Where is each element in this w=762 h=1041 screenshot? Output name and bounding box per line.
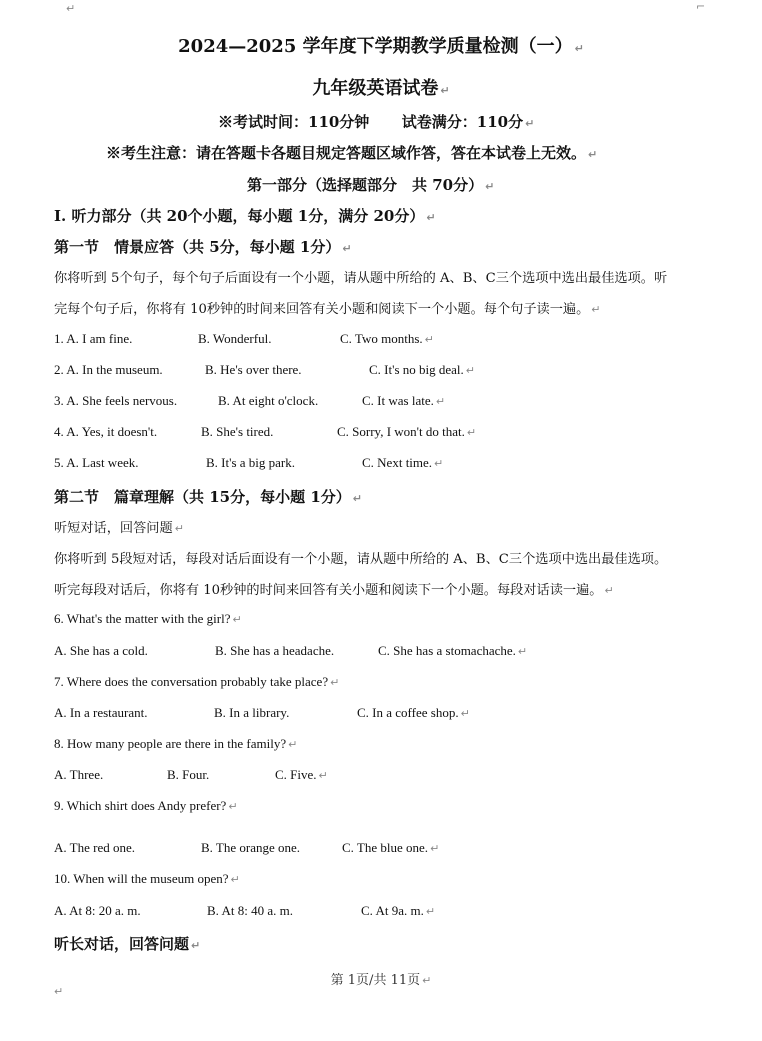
part1-heading: 第一部分（选择题部分 共 70分） ↵ — [247, 176, 495, 194]
q6-option-a: A. She has a cold. — [54, 643, 148, 658]
q3-option-b: B. At eight o'clock. — [218, 393, 319, 408]
q4-option-a: 4. A. Yes, it doesn't. — [54, 424, 158, 439]
q10-stem: 10. When will the museum open? ↵ — [54, 871, 240, 886]
q10-option-a: A. At 8: 20 a. m. — [54, 903, 141, 918]
listening-heading: Ⅰ. 听力部分（共 20个小题，每小题 1分，满分 20分） ↵ — [54, 207, 436, 225]
q5-option-b: B. It's a big park. — [206, 455, 295, 470]
q5-option-a: 5. A. Last week. — [54, 455, 139, 470]
q2-option-a: 2. A. In the museum. — [54, 362, 163, 377]
exam-subtitle: 九年级英语试卷 ↵ — [312, 78, 450, 99]
long-dialogue-heading: 听长对话，回答问题 ↵ — [54, 935, 201, 953]
q10-option-c: C. At 9a. m. ↵ — [361, 903, 436, 918]
section1-instruction-line1: 你将听到 5个句子，每个句子后面设有一个小题，请从题中所给的 A、B、C三个选项中选出最佳选项。听 — [54, 271, 668, 286]
q10-option-b: B. At 8: 40 a. m. — [207, 903, 293, 918]
q7-option-a: A. In a restaurant. — [54, 705, 148, 720]
page-footer: 第 1页/共 11页 ↵ — [330, 973, 432, 988]
q9-stem: 9. Which shirt does Andy prefer? ↵ — [54, 798, 238, 813]
section2-heading: 第二节 篇章理解（共 15分，每小题 1分） ↵ — [54, 488, 362, 506]
q9-option-a: A. The red one. — [54, 840, 135, 855]
corner-mark-top-left: ↵ — [66, 2, 76, 15]
section2-instruction-line2: 听完每段对话后，你将有 10秒钟的时间来回答有关小题和阅读下一个小题。每段对话读一遍。 ↵ — [54, 583, 614, 598]
q4-option-c: C. Sorry, I won't do that. ↵ — [337, 424, 477, 439]
q6-stem: 6. What's the matter with the girl? ↵ — [54, 611, 242, 626]
q4-option-b: B. She's tired. — [201, 424, 274, 439]
q8-stem: 8. How many people are there in the family? ↵ — [54, 736, 298, 751]
section2-subheading: 听短对话，回答问题 ↵ — [54, 521, 184, 536]
section2-instruction-line1: 你将听到 5段短对话，每段对话后面设有一个小题，请从题中所给的 A、B、C三个选项中选出最佳选项。 — [54, 552, 668, 567]
corner-mark-bottom-left: ↵ — [54, 985, 64, 998]
q1-option-a: 1. A. I am fine. — [54, 331, 133, 346]
exam-notice: ※考生注意：请在答题卡各题目规定答题区域作答，答在本试卷上无效。 ↵ — [106, 144, 598, 162]
q5-option-c: C. Next time. ↵ — [362, 455, 444, 470]
exam-info: ※考试时间：110分钟 试卷满分：110分 ↵ — [218, 113, 535, 131]
q7-option-b: B. In a library. — [214, 705, 290, 720]
exam-time: ※考试时间：110分钟 — [218, 113, 370, 131]
q3-option-c: C. It was late. ↵ — [362, 393, 446, 408]
q9-option-b: B. The orange one. — [201, 840, 301, 855]
exam-title: 2024—2025 学年度下学期教学质量检测（一） ↵ — [178, 36, 584, 57]
q2-option-b: B. He's over there. — [205, 362, 302, 377]
q2-option-c: C. It's no big deal. ↵ — [369, 362, 475, 377]
q6-option-c: C. She has a stomachache. ↵ — [378, 643, 528, 658]
q1-option-c: C. Two months. ↵ — [340, 331, 434, 346]
q7-option-c: C. In a coffee shop. ↵ — [357, 705, 470, 720]
q8-option-c: C. Five. ↵ — [275, 767, 328, 782]
exam-score: 试卷满分：110分 — [401, 113, 524, 131]
q7-stem: 7. Where does the conversation probably take place? ↵ — [54, 674, 340, 689]
q9-option-c: C. The blue one. ↵ — [342, 840, 440, 855]
q8-option-a: A. Three. — [54, 767, 104, 782]
section1-instruction-line2: 完每个句子后，你将有 10秒钟的时间来回答有关小题和阅读下一个小题。每个句子读一遍。 ↵ — [54, 302, 601, 317]
q3-option-a: 3. A. She feels nervous. — [54, 393, 178, 408]
q6-option-b: B. She has a headache. — [215, 643, 335, 658]
q8-option-b: B. Four. — [167, 767, 210, 782]
section1-heading: 第一节 情景应答（共 5分，每小题 1分） ↵ — [54, 238, 352, 256]
q1-option-b: B. Wonderful. — [198, 331, 272, 346]
corner-mark-top-right: ⌐ — [696, 0, 706, 13]
